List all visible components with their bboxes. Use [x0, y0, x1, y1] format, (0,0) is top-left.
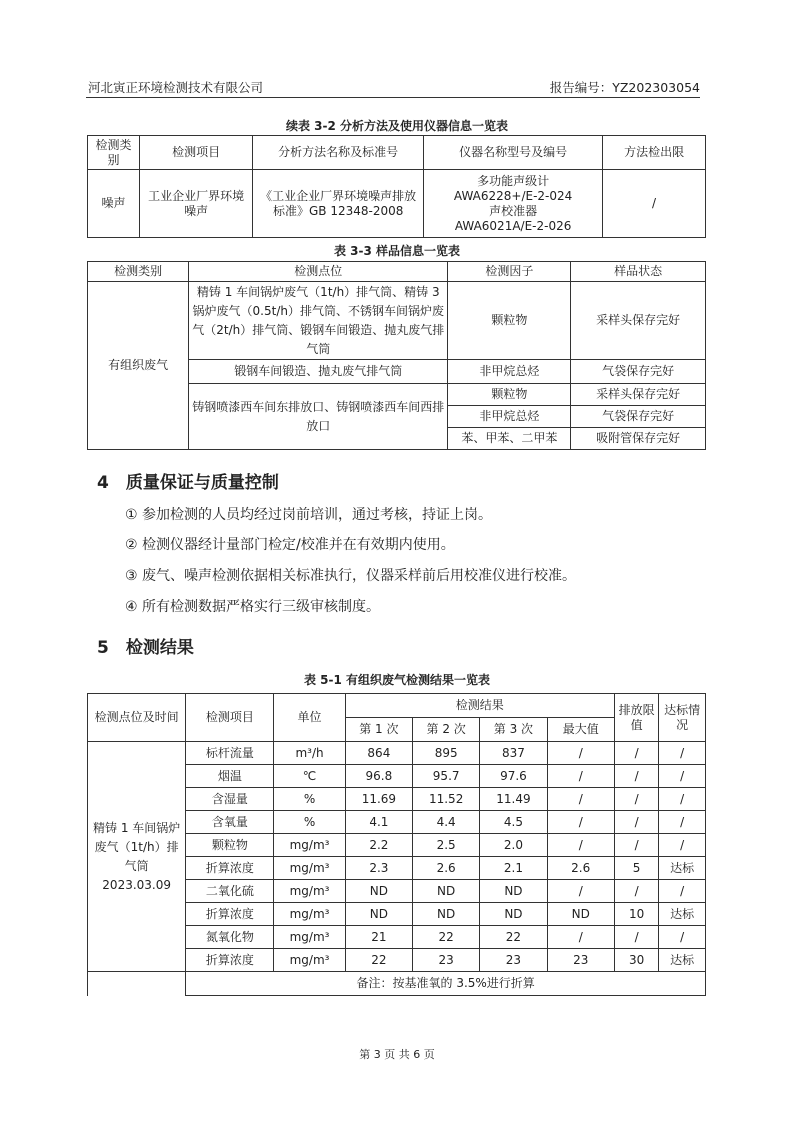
qa-item: ② 检测仪器经计量部门检定/校准并在有效期内使用。: [125, 537, 455, 553]
cell-v1: 4.1: [345, 811, 412, 834]
cell-v2: 23: [413, 949, 480, 972]
table-3-2: [87, 135, 706, 238]
cell-v1: 21: [345, 926, 412, 949]
cell: 工业企业厂界环境噪声: [139, 170, 252, 238]
cell-limit: /: [614, 834, 659, 857]
cell-max: /: [547, 880, 614, 903]
instrument-cell: [424, 170, 603, 238]
cell-v1: 96.8: [345, 765, 412, 788]
cell-limit: /: [614, 742, 659, 765]
cell-item: 折算浓度: [186, 949, 274, 972]
col-header: 检测类别: [88, 136, 140, 170]
table-row: [88, 742, 706, 765]
cell-max: 23: [547, 949, 614, 972]
cell-limit: /: [614, 765, 659, 788]
cell-status: /: [659, 834, 706, 857]
cell-item: 标杆流量: [186, 742, 274, 765]
cell: 采样头保存完好: [571, 282, 706, 360]
section-4-title: 4 质量保证与质量控制: [97, 473, 279, 493]
cell-unit: m³/h: [274, 742, 345, 765]
cell-v3: 11.49: [480, 788, 547, 811]
cell: 非甲烷总烃: [448, 406, 571, 428]
cell-v2: 895: [413, 742, 480, 765]
note-row: [88, 972, 706, 996]
cell-item: 折算浓度: [186, 857, 274, 880]
page-header: [88, 78, 700, 98]
cell-v1: 22: [345, 949, 412, 972]
cell-v3: 837: [480, 742, 547, 765]
table-5-1: [87, 693, 706, 996]
cell-max: /: [547, 788, 614, 811]
cell: 精铸 1 车间锅炉废气（1t/h）排气筒、精铸 3 锅炉废气（0.5t/h）排气筒、不锈钢车间锅炉废气（2t/h）排气筒、锻钢车间锻造、抛丸废气排气筒: [189, 282, 448, 360]
cell-max: /: [547, 811, 614, 834]
table-5-1-caption: 表 5-1 有组织废气检测结果一览表: [303, 673, 491, 687]
table-row: [88, 170, 706, 238]
col-header: 检测项目: [186, 694, 274, 742]
cell-unit: mg/m³: [274, 949, 345, 972]
cell-line: AWA6021A/E-2-026: [454, 218, 572, 233]
cell-v2: 22: [413, 926, 480, 949]
table-note: 备注：按基准氧的 3.5%进行折算: [186, 972, 706, 996]
cell-item: 颗粒物: [186, 834, 274, 857]
cell: 气袋保存完好: [571, 406, 706, 428]
cell-v3: 2.0: [480, 834, 547, 857]
col-header: 方法检出限: [603, 136, 706, 170]
report-number: 报告编号：YZ202303054: [549, 80, 700, 95]
cell-limit: 30: [614, 949, 659, 972]
cell: 苯、甲苯、二甲苯: [448, 428, 571, 450]
cell-v3: 23: [480, 949, 547, 972]
cell-v2: 2.6: [413, 857, 480, 880]
cell: 吸附管保存完好: [571, 428, 706, 450]
cell-max: /: [547, 765, 614, 788]
cell-v3: 22: [480, 926, 547, 949]
cell-v2: 4.4: [413, 811, 480, 834]
cell-item: 折算浓度: [186, 903, 274, 926]
cell-limit: /: [614, 811, 659, 834]
section-5-title: 5 检测结果: [97, 638, 194, 658]
cell-status: /: [659, 880, 706, 903]
cell-unit: mg/m³: [274, 857, 345, 880]
cell-max: /: [547, 834, 614, 857]
col-header: 单位: [274, 694, 345, 742]
cell-v3: ND: [480, 903, 547, 926]
cell-status: /: [659, 926, 706, 949]
cell-limit: /: [614, 788, 659, 811]
col-header: 检测结果: [345, 694, 614, 718]
cell: 有组织废气: [88, 282, 189, 450]
col-header: 第 2 次: [413, 718, 480, 742]
table-3-2-caption: 续表 3-2 分析方法及使用仪器信息一览表: [285, 119, 509, 133]
cell: 颗粒物: [448, 384, 571, 406]
cell-limit: 5: [614, 857, 659, 880]
col-header: 检测点位: [189, 262, 448, 282]
cell: 颗粒物: [448, 282, 571, 360]
col-header: 排放限值: [614, 694, 659, 742]
cell-v1: 11.69: [345, 788, 412, 811]
cell-unit: mg/m³: [274, 834, 345, 857]
cell-max: ND: [547, 903, 614, 926]
col-header: 检测项目: [139, 136, 252, 170]
cell: 非甲烷总烃: [448, 360, 571, 384]
cell-status: 达标: [659, 949, 706, 972]
cell-line: 声校准器: [489, 203, 538, 218]
cell-unit: %: [274, 788, 345, 811]
col-header: 检测因子: [448, 262, 571, 282]
col-header: 第 1 次: [345, 718, 412, 742]
cell-unit: %: [274, 811, 345, 834]
col-header: 仪器名称型号及编号: [424, 136, 603, 170]
cell-status: /: [659, 811, 706, 834]
cell: /: [603, 170, 706, 238]
cell-line: AWA6228+/E-2-024: [453, 188, 573, 203]
cell-v2: 95.7: [413, 765, 480, 788]
cell-max: 2.6: [547, 857, 614, 880]
cell-status: /: [659, 765, 706, 788]
point-name: 精铸 1 车间锅炉废气（1t/h）排气筒: [93, 820, 181, 873]
col-header: 检测类别: [88, 262, 189, 282]
cell: 锻钢车间锻造、抛丸废气排气筒: [189, 360, 448, 384]
cell-v3: 2.1: [480, 857, 547, 880]
cell-v1: 864: [345, 742, 412, 765]
cell-limit: 10: [614, 903, 659, 926]
cell-status: /: [659, 788, 706, 811]
table-3-3-caption: 表 3-3 样品信息一览表: [333, 244, 461, 258]
cell-max: /: [547, 742, 614, 765]
cell-v3: 97.6: [480, 765, 547, 788]
cell-item: 氮氧化物: [186, 926, 274, 949]
table-row: [88, 282, 706, 360]
cell-unit: mg/m³: [274, 880, 345, 903]
col-header: 分析方法名称及标准号: [253, 136, 424, 170]
cell-item: 二氧化硫: [186, 880, 274, 903]
cell-unit: mg/m³: [274, 903, 345, 926]
cell: 采样头保存完好: [571, 384, 706, 406]
cell-line: 多功能声级计: [477, 173, 550, 188]
qa-item: ① 参加检测的人员均经过岗前培训，通过考核，持证上岗。: [125, 507, 492, 523]
col-header: 检测点位及时间: [88, 694, 186, 742]
cell-limit: /: [614, 926, 659, 949]
page-footer: 第 3 页 共 6 页: [359, 1048, 435, 1061]
cell-unit: ℃: [274, 765, 345, 788]
cell-limit: /: [614, 880, 659, 903]
cell-status: /: [659, 742, 706, 765]
cell-status: 达标: [659, 903, 706, 926]
point-date: 2023.03.09: [102, 877, 172, 892]
cell-v3: ND: [480, 880, 547, 903]
qa-item: ④ 所有检测数据严格实行三级审核制度。: [125, 599, 380, 615]
col-header: 最大值: [547, 718, 614, 742]
cell-status: 达标: [659, 857, 706, 880]
cell-max: /: [547, 926, 614, 949]
col-header: 第 3 次: [480, 718, 547, 742]
cell-item: 烟温: [186, 765, 274, 788]
cell-v1: ND: [345, 903, 412, 926]
cell-v3: 4.5: [480, 811, 547, 834]
cell-v2: 11.52: [413, 788, 480, 811]
cell-v1: 2.3: [345, 857, 412, 880]
note-blank: [88, 972, 186, 996]
col-header: 样品状态: [571, 262, 706, 282]
qa-item: ③ 废气、噪声检测依据相关标准执行，仪器采样前后用校准仪进行校准。: [125, 568, 576, 584]
cell: 铸钢喷漆西车间东排放口、铸钢喷漆西车间西排放口: [189, 384, 448, 450]
cell-item: 含湿量: [186, 788, 274, 811]
cell: 噪声: [88, 170, 140, 238]
header-rule: [86, 97, 700, 98]
cell-v2: ND: [413, 880, 480, 903]
cell-unit: mg/m³: [274, 926, 345, 949]
table-3-3: [87, 261, 706, 450]
cell-item: 含氧量: [186, 811, 274, 834]
cell: 气袋保存完好: [571, 360, 706, 384]
cell: 《工业企业厂界环境噪声排放标准》GB 12348-2008: [253, 170, 424, 238]
cell-v1: ND: [345, 880, 412, 903]
company-name: 河北寅正环境检测技术有限公司: [88, 80, 264, 95]
cell-v2: 2.5: [413, 834, 480, 857]
cell-v1: 2.2: [345, 834, 412, 857]
col-header: 达标情况: [659, 694, 706, 742]
point-cell: [88, 742, 186, 972]
cell-v2: ND: [413, 903, 480, 926]
